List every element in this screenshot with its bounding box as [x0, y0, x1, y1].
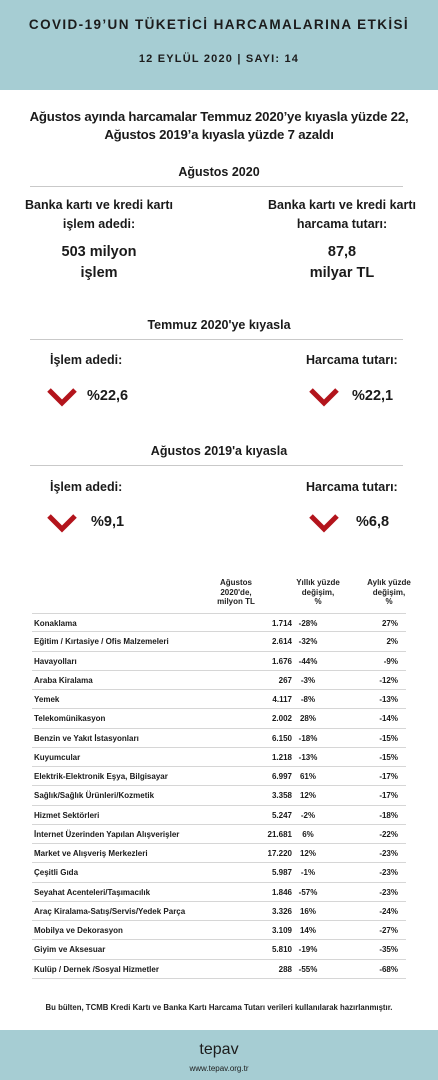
- row-value: 4.117: [272, 695, 292, 704]
- row-mom: -24%: [379, 906, 398, 916]
- row-category: Elektrik-Elektronik Eşya, Bilgisayar: [34, 772, 168, 781]
- row-mom: -22%: [379, 829, 398, 839]
- row-mom: -18%: [379, 810, 398, 820]
- row-category: Eğitim / Kırtasiye / Ofis Malzemeleri: [34, 637, 169, 647]
- row-yoy: -32%: [298, 637, 318, 647]
- table-row: [32, 613, 406, 632]
- row-yoy: -2%: [300, 810, 316, 820]
- section-divider: [30, 465, 403, 466]
- row-value: 1.846: [271, 887, 292, 897]
- table-row: [32, 632, 406, 651]
- row-yoy: -28%: [298, 619, 318, 628]
- headline-line-2: Ağustos 2019’a kıyasla yüzde 7 azaldı: [104, 127, 334, 142]
- col-header-mom: Aylık yüzde değişim, %: [367, 578, 411, 606]
- row-value: 1.218: [271, 752, 292, 762]
- row-yoy: -8%: [300, 695, 316, 704]
- col-header-yoy: Yıllık yüzde değişim, %: [296, 578, 340, 606]
- row-value: 1.714: [271, 619, 292, 628]
- row-category: Yemek: [34, 695, 60, 704]
- row-mom: -14%: [379, 714, 398, 724]
- row-category: Çeşitli Gıda: [34, 868, 79, 878]
- row-mom: 2%: [386, 637, 398, 647]
- row-value: 17.220: [267, 849, 292, 858]
- row-mom: -13%: [379, 695, 398, 704]
- row-mom: -35%: [379, 945, 398, 955]
- row-value: 5.810: [271, 945, 292, 955]
- section-title-vs-july-2020: Temmuz 2020'ye kıyasla: [147, 318, 291, 332]
- spending-table: [32, 613, 406, 979]
- row-value: 21.681: [267, 829, 292, 839]
- section-divider: [30, 186, 403, 187]
- row-mom: -9%: [383, 656, 398, 666]
- headline: [0, 108, 438, 144]
- row-category: Telekomünikasyon: [34, 714, 106, 724]
- row-mom: -17%: [379, 791, 398, 801]
- row-mom: -17%: [379, 772, 398, 781]
- spending-amount-value: 87,8 milyar TL: [309, 244, 375, 281]
- row-category: Havayolları: [34, 656, 77, 666]
- table-row: [32, 902, 406, 921]
- table-row: [32, 709, 406, 728]
- row-mom: -68%: [379, 964, 398, 974]
- row-value: 6.997: [271, 772, 292, 781]
- table-row: [32, 863, 406, 882]
- card-count-label: Banka kartı ve kredi kartı işlem adedi:: [25, 198, 173, 231]
- row-mom: -12%: [379, 675, 398, 685]
- row-mom: -23%: [379, 868, 398, 878]
- row-category: Market ve Alışveriş Merkezleri: [34, 849, 148, 858]
- row-mom: -23%: [379, 849, 398, 858]
- page-title: COVID-19’UN TÜKETİCİ HARCAMALARINA ETKİSİ: [28, 17, 410, 32]
- row-mom: 27%: [381, 619, 398, 628]
- issue-date: 12 EYLÜL 2020 | SAYI: 14: [138, 53, 300, 65]
- row-value: 288: [278, 964, 292, 974]
- table-row: [32, 786, 406, 805]
- july-count-change: %22,6: [87, 388, 129, 404]
- table-row: [32, 767, 406, 786]
- aug2019-amount-label: Harcama tutarı:: [306, 480, 398, 494]
- footer-banner: [0, 1030, 438, 1080]
- july-count-label: İşlem adedi:: [50, 353, 123, 367]
- row-category: Giyim ve Aksesuar: [34, 945, 106, 955]
- down-chevron-icon: [308, 513, 340, 533]
- table-row: [32, 883, 406, 902]
- july-amount-change: %22,1: [352, 388, 394, 404]
- row-category: Hizmet Sektörleri: [34, 810, 100, 820]
- row-category: Konaklama: [34, 619, 77, 628]
- row-yoy: 6%: [302, 829, 314, 839]
- row-category: Seyahat Acenteleri/Taşımacılık: [34, 887, 151, 897]
- down-chevron-icon: [46, 513, 78, 533]
- header-banner: [0, 0, 438, 90]
- down-chevron-icon: [46, 387, 78, 407]
- row-value: 1.676: [271, 656, 292, 666]
- table-row: [32, 729, 406, 748]
- row-yoy: 12%: [299, 791, 316, 801]
- row-value: 6.150: [271, 733, 292, 743]
- row-yoy: 16%: [299, 906, 316, 916]
- row-yoy: -13%: [298, 752, 318, 762]
- row-yoy: -19%: [298, 945, 318, 955]
- website-link[interactable]: www.tepav.org.tr: [189, 1064, 249, 1073]
- row-value: 5.987: [271, 868, 292, 878]
- table-row: [32, 921, 406, 940]
- row-yoy: -44%: [298, 656, 318, 666]
- row-yoy: -57%: [298, 887, 318, 897]
- section-divider: [30, 339, 403, 340]
- card-count-value: 503 milyon işlem: [61, 244, 137, 281]
- section-title-august-2020: Ağustos 2020: [178, 165, 260, 179]
- row-mom: -15%: [379, 752, 398, 762]
- aug2019-count-change: %9,1: [91, 514, 125, 530]
- aug2019-count-label: İşlem adedi:: [50, 480, 123, 494]
- row-value: 5.247: [271, 810, 292, 820]
- brand-logo-text: tepav: [199, 1041, 239, 1058]
- row-category: Araba Kiralama: [34, 675, 93, 685]
- row-yoy: -3%: [300, 675, 316, 685]
- table-row: [32, 690, 406, 709]
- row-value: 3.326: [271, 906, 292, 916]
- row-value: 3.358: [271, 791, 292, 801]
- table-row: [32, 825, 406, 844]
- table-row: [32, 671, 406, 690]
- row-mom: -27%: [379, 926, 398, 935]
- row-value: 267: [278, 675, 292, 685]
- table-row: [32, 748, 406, 767]
- row-category: İnternet Üzerinden Yapılan Alışverişler: [34, 829, 180, 839]
- row-value: 2.614: [271, 637, 292, 647]
- col-header-value: Ağustos 2020'de, milyon TL: [217, 578, 255, 606]
- row-category: Mobilya ve Dekorasyon: [34, 926, 123, 935]
- aug2019-amount-change: %6,8: [356, 514, 390, 530]
- row-yoy: 14%: [299, 926, 316, 935]
- row-yoy: 61%: [299, 772, 316, 781]
- data-source-footnote: Bu bülten, TCMB Kredi Kartı ve Banka Kartı Harcama Tutarı verileri kullanılarak hazırlanmıştır.: [45, 1003, 393, 1012]
- table-row: [32, 844, 406, 863]
- row-category: Sağlık/Sağlık Ürünleri/Kozmetik: [34, 791, 155, 801]
- row-mom: -15%: [379, 733, 398, 743]
- row-category: Kulüp / Dernek /Sosyal Hizmetler: [34, 964, 159, 974]
- table-row: [32, 652, 406, 671]
- row-yoy: 12%: [299, 849, 316, 858]
- row-category: Benzin ve Yakıt İstasyonları: [34, 733, 139, 743]
- table-row: [32, 940, 406, 959]
- july-amount-label: Harcama tutarı:: [306, 353, 398, 367]
- section-title-vs-august-2019: Ağustos 2019'a kıyasla: [150, 444, 288, 458]
- table-row: [32, 806, 406, 825]
- spending-amount-label: Banka kartı ve kredi kartı harcama tutarı:: [268, 198, 416, 231]
- row-yoy: -55%: [298, 964, 318, 974]
- row-mom: -23%: [379, 887, 398, 897]
- table-row: [32, 960, 406, 979]
- headline-line-1: Ağustos ayında harcamalar Temmuz 2020’ye kıyasla yüzde 22,: [29, 109, 409, 124]
- row-category: Araç Kiralama-Satış/Servis/Yedek Parça: [34, 906, 186, 916]
- row-yoy: 28%: [299, 714, 316, 724]
- down-chevron-icon: [308, 387, 340, 407]
- row-yoy: -1%: [300, 868, 316, 878]
- row-value: 2.002: [271, 714, 292, 724]
- row-yoy: -18%: [298, 733, 318, 743]
- row-category: Kuyumcular: [34, 752, 81, 762]
- row-value: 3.109: [271, 926, 292, 935]
